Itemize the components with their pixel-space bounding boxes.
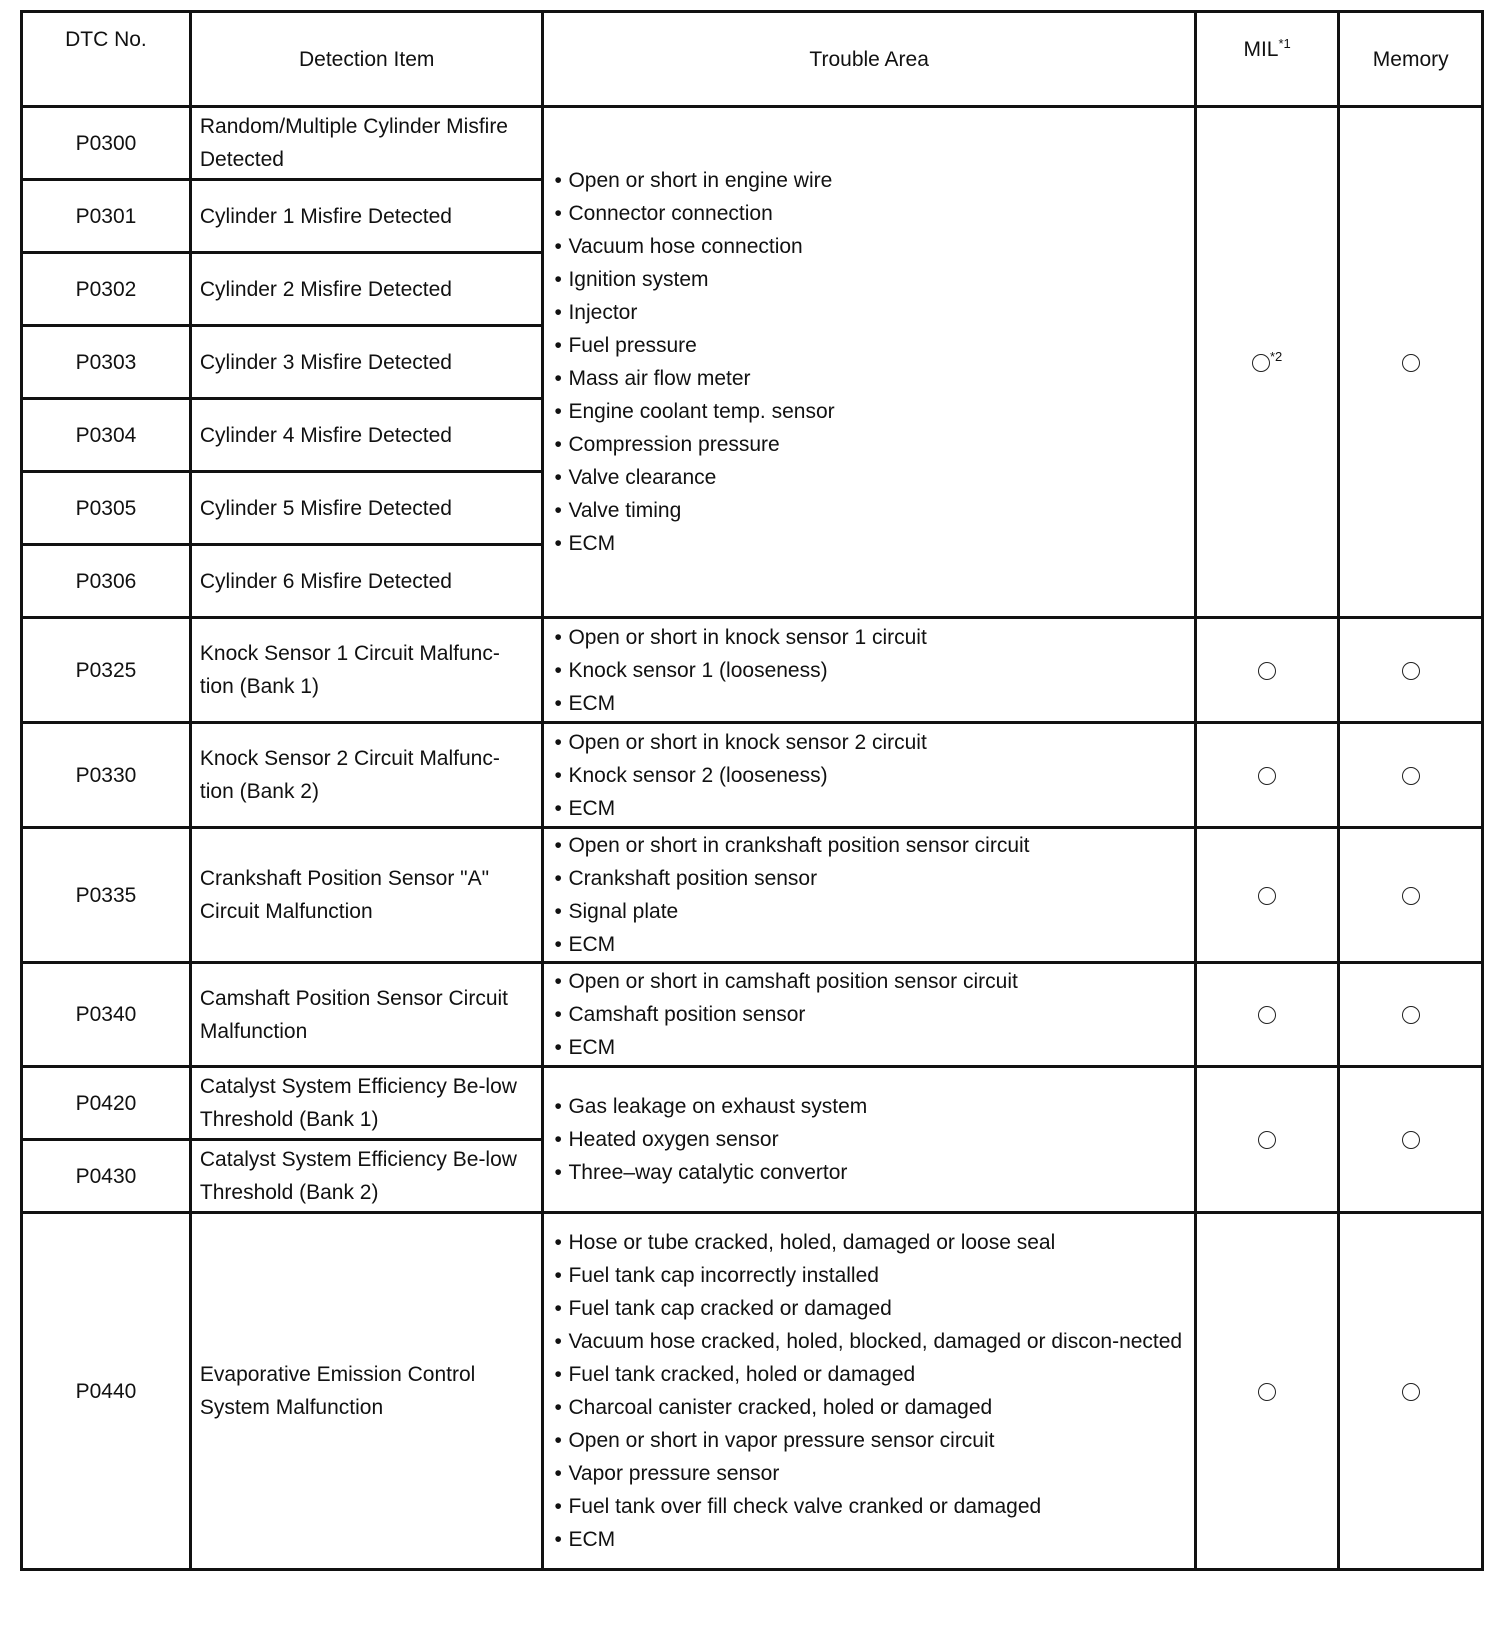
dtc-code: P0440 [22, 1213, 191, 1570]
mil-indicator [1195, 1067, 1339, 1213]
trouble-area-item: • Injector [552, 296, 1185, 329]
dtc-code: P0306 [22, 545, 191, 618]
trouble-area-item: • Vapor pressure sensor [552, 1457, 1185, 1490]
dtc-code: P0340 [22, 963, 191, 1067]
mil-footnote-mark: *2 [1269, 348, 1283, 364]
detection-item: Knock Sensor 2 Circuit Malfunc-tion (Bank 2) [190, 723, 543, 828]
dtc-code: P0330 [22, 723, 191, 828]
table-row [22, 1067, 1483, 1140]
table-row [22, 618, 1483, 723]
trouble-area-item: • Compression pressure [552, 428, 1185, 461]
trouble-area [543, 1067, 1195, 1213]
dtc-code: P0304 [22, 399, 191, 472]
trouble-area-item: • Hose or tube cracked, holed, damaged or loose seal [552, 1226, 1185, 1259]
header-mil: MIL$^{*1}$ [1195, 12, 1339, 107]
detection-item: Evaporative Emission Control System Malfunction [190, 1213, 543, 1570]
trouble-area-item: • Vacuum hose cracked, holed, blocked, damaged or discon-nected [552, 1325, 1185, 1358]
memory-indicator [1339, 1213, 1483, 1570]
memory-indicator [1339, 828, 1483, 963]
trouble-area-item: • Valve timing [552, 494, 1185, 527]
detection-item: Crankshaft Position Sensor "A" Circuit Malfunction [190, 828, 543, 963]
circle-icon [1402, 1383, 1420, 1401]
mil-indicator [1195, 618, 1339, 723]
circle-icon [1258, 887, 1276, 905]
memory-indicator [1339, 107, 1483, 618]
header-trouble-area: Trouble Area [543, 12, 1195, 107]
table-row [22, 963, 1483, 1067]
memory-indicator [1339, 1067, 1483, 1213]
trouble-area-item: • Fuel pressure [552, 329, 1185, 362]
trouble-area-item: • Fuel tank over fill check valve cranked or damaged [552, 1490, 1185, 1523]
trouble-area-list [552, 1226, 1185, 1556]
trouble-area-item: • Three–way catalytic convertor [552, 1156, 1185, 1189]
mil-indicator [1195, 963, 1339, 1067]
mil-indicator [1195, 107, 1339, 618]
dtc-code: P0335 [22, 828, 191, 963]
mil-indicator [1195, 723, 1339, 828]
trouble-area-item: • Gas leakage on exhaust system [552, 1090, 1185, 1123]
detection-item: Cylinder 1 Misfire Detected [190, 180, 543, 253]
trouble-area-item: • ECM [552, 792, 1185, 825]
trouble-area-item: • ECM [552, 928, 1185, 961]
dtc-code: P0430 [22, 1140, 191, 1213]
dtc-code: P0325 [22, 618, 191, 723]
trouble-area-item: • ECM [552, 687, 1185, 720]
trouble-area-item: • Knock sensor 1 (looseness) [552, 654, 1185, 687]
detection-item: Cylinder 3 Misfire Detected [190, 326, 543, 399]
detection-item: Catalyst System Efficiency Be-low Threshold (Bank 2) [190, 1140, 543, 1213]
trouble-area-list [552, 621, 1185, 720]
detection-item: Cylinder 2 Misfire Detected [190, 253, 543, 326]
circle-icon [1258, 767, 1276, 785]
detection-item: Random/Multiple Cylinder Misfire Detected [190, 107, 543, 180]
dtc-table [20, 10, 1484, 1571]
dtc-code: P0301 [22, 180, 191, 253]
dtc-code: P0300 [22, 107, 191, 180]
dtc-code: P0303 [22, 326, 191, 399]
detection-item: Camshaft Position Sensor Circuit Malfunction [190, 963, 543, 1067]
trouble-area-item: • Mass air flow meter [552, 362, 1185, 395]
trouble-area-item: • Heated oxygen sensor [552, 1123, 1185, 1156]
trouble-area-item: • ECM [552, 1523, 1185, 1556]
trouble-area [543, 107, 1195, 618]
circle-icon [1252, 354, 1270, 372]
trouble-area-item: • ECM [552, 1031, 1185, 1064]
trouble-area-list [552, 726, 1185, 825]
detection-item: Cylinder 4 Misfire Detected [190, 399, 543, 472]
trouble-area-item: • Open or short in knock sensor 1 circuit [552, 621, 1185, 654]
trouble-area-item: • Open or short in engine wire [552, 164, 1185, 197]
trouble-area-item: • ECM [552, 527, 1185, 560]
header-detection-item: Detection Item [190, 12, 543, 107]
header-row [22, 12, 1483, 107]
detection-item: Cylinder 5 Misfire Detected [190, 472, 543, 545]
trouble-area-list [552, 965, 1185, 1064]
circle-icon [1258, 662, 1276, 680]
trouble-area-item: • Valve clearance [552, 461, 1185, 494]
trouble-area-item: • Open or short in vapor pressure sensor circuit [552, 1424, 1185, 1457]
detection-item: Cylinder 6 Misfire Detected [190, 545, 543, 618]
circle-icon [1402, 767, 1420, 785]
circle-icon [1402, 1131, 1420, 1149]
trouble-area-item: • Engine coolant temp. sensor [552, 395, 1185, 428]
trouble-area-item: • Connector connection [552, 197, 1185, 230]
table-row [22, 723, 1483, 828]
mil-indicator [1195, 1213, 1339, 1570]
memory-indicator [1339, 963, 1483, 1067]
circle-icon [1402, 1006, 1420, 1024]
circle-icon [1258, 1006, 1276, 1024]
table-row [22, 1213, 1483, 1570]
table-row [22, 107, 1483, 180]
mil-indicator [1195, 828, 1339, 963]
trouble-area-list [552, 1090, 1185, 1189]
detection-item: Catalyst System Efficiency Be-low Threshold (Bank 1) [190, 1067, 543, 1140]
trouble-area-item: • Open or short in crankshaft position sensor circuit [552, 829, 1185, 862]
circle-icon [1402, 662, 1420, 680]
circle-icon [1258, 1131, 1276, 1149]
circle-icon [1402, 354, 1420, 372]
trouble-area-list [552, 829, 1185, 961]
trouble-area-item: • Crankshaft position sensor [552, 862, 1185, 895]
dtc-code: P0302 [22, 253, 191, 326]
circle-icon [1258, 1383, 1276, 1401]
trouble-area [543, 1213, 1195, 1570]
trouble-area-item: • Fuel tank cap cracked or damaged [552, 1292, 1185, 1325]
trouble-area [543, 618, 1195, 723]
trouble-area-item: • Vacuum hose connection [552, 230, 1185, 263]
trouble-area-item: • Signal plate [552, 895, 1185, 928]
trouble-area [543, 723, 1195, 828]
dtc-code: P0305 [22, 472, 191, 545]
trouble-area-item: • Open or short in knock sensor 2 circuit [552, 726, 1185, 759]
trouble-area-list [552, 164, 1185, 560]
trouble-area-item: • Fuel tank cracked, holed or damaged [552, 1358, 1185, 1391]
detection-item: Knock Sensor 1 Circuit Malfunc-tion (Bank 1) [190, 618, 543, 723]
trouble-area-item: • Charcoal canister cracked, holed or damaged [552, 1391, 1185, 1424]
dtc-code: P0420 [22, 1067, 191, 1140]
trouble-area-item: • Knock sensor 2 (looseness) [552, 759, 1185, 792]
circle-icon [1402, 887, 1420, 905]
header-memory: Memory [1339, 12, 1483, 107]
memory-indicator [1339, 723, 1483, 828]
table-row [22, 828, 1483, 963]
trouble-area [543, 828, 1195, 963]
trouble-area [543, 963, 1195, 1067]
trouble-area-item: • Open or short in camshaft position sensor circuit [552, 965, 1185, 998]
trouble-area-item: • Camshaft position sensor [552, 998, 1185, 1031]
memory-indicator [1339, 618, 1483, 723]
trouble-area-item: • Ignition system [552, 263, 1185, 296]
header-dtc-no: DTC No. [22, 12, 191, 107]
trouble-area-item: • Fuel tank cap incorrectly installed [552, 1259, 1185, 1292]
